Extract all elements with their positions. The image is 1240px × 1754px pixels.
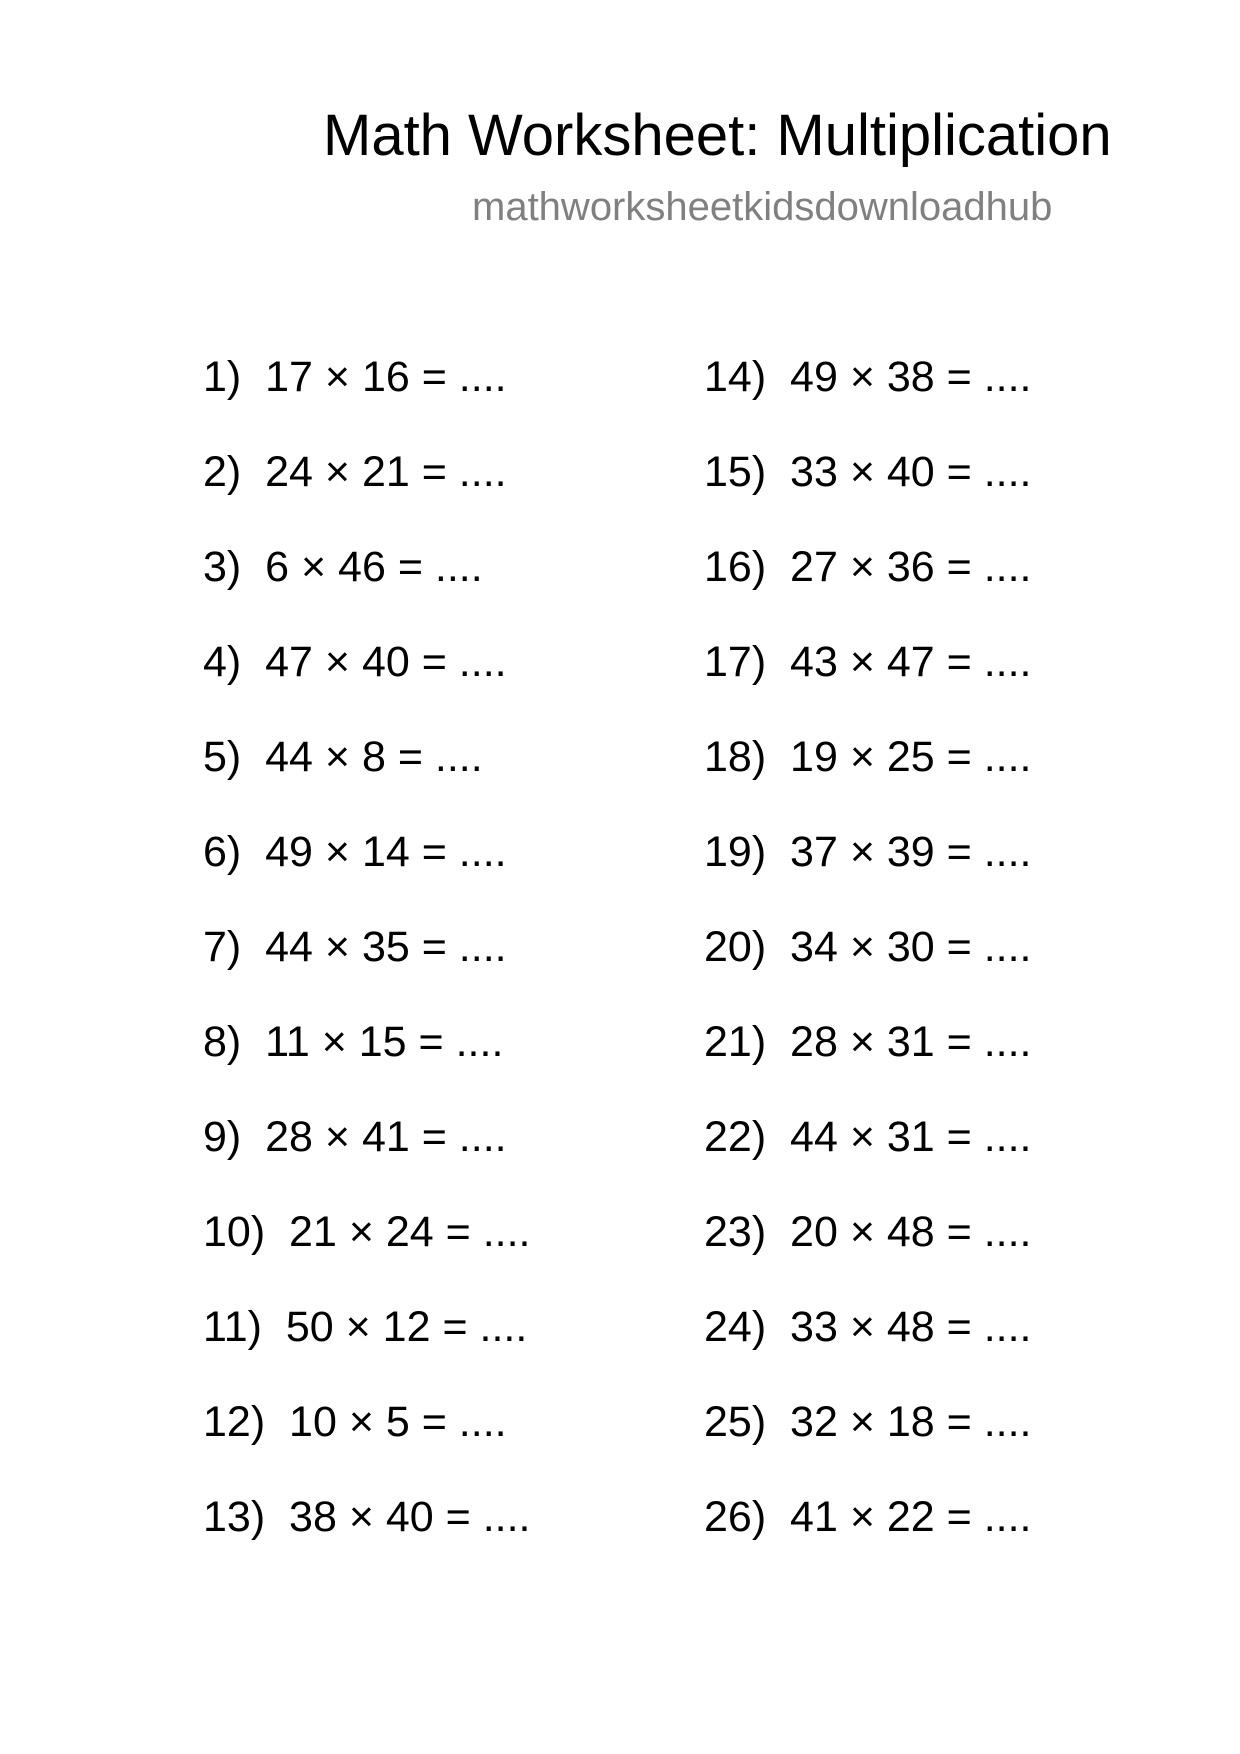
problem-15: 15) 33 × 40 = .... [704, 448, 1032, 496]
problem-11: 11) 50 × 12 = .... [203, 1303, 528, 1351]
problem-17: 17) 43 × 47 = .... [704, 638, 1032, 686]
problem-18: 18) 19 × 25 = .... [704, 733, 1032, 781]
problem-20: 20) 34 × 30 = .... [704, 923, 1032, 971]
problem-3: 3) 6 × 46 = .... [203, 543, 483, 591]
problem-7: 7) 44 × 35 = .... [203, 923, 507, 971]
problem-26: 26) 41 × 22 = .... [704, 1493, 1032, 1541]
problem-19: 19) 37 × 39 = .... [704, 828, 1032, 876]
problem-10: 10) 21 × 24 = .... [203, 1208, 531, 1256]
problem-16: 16) 27 × 36 = .... [704, 543, 1032, 591]
problem-2: 2) 24 × 21 = .... [203, 448, 507, 496]
problem-22: 22) 44 × 31 = .... [704, 1113, 1032, 1161]
problem-4: 4) 47 × 40 = .... [203, 638, 507, 686]
problem-1: 1) 17 × 16 = .... [203, 353, 507, 401]
problem-23: 23) 20 × 48 = .... [704, 1208, 1032, 1256]
problem-14: 14) 49 × 38 = .... [704, 353, 1032, 401]
page-subtitle: mathworksheetkidsdownloadhub [472, 185, 1053, 229]
problem-column-right [704, 330, 1032, 1565]
problem-12: 12) 10 × 5 = .... [203, 1398, 507, 1446]
problem-5: 5) 44 × 8 = .... [203, 733, 483, 781]
problem-9: 9) 28 × 41 = .... [203, 1113, 507, 1161]
problem-21: 21) 28 × 31 = .... [704, 1018, 1032, 1066]
problem-25: 25) 32 × 18 = .... [704, 1398, 1032, 1446]
page-title: Math Worksheet: Multiplication [323, 103, 1112, 168]
problem-13: 13) 38 × 40 = .... [203, 1493, 531, 1541]
problem-24: 24) 33 × 48 = .... [704, 1303, 1032, 1351]
problem-6: 6) 49 × 14 = .... [203, 828, 507, 876]
problem-column-left [203, 330, 531, 1565]
problem-8: 8) 11 × 15 = .... [203, 1018, 504, 1066]
